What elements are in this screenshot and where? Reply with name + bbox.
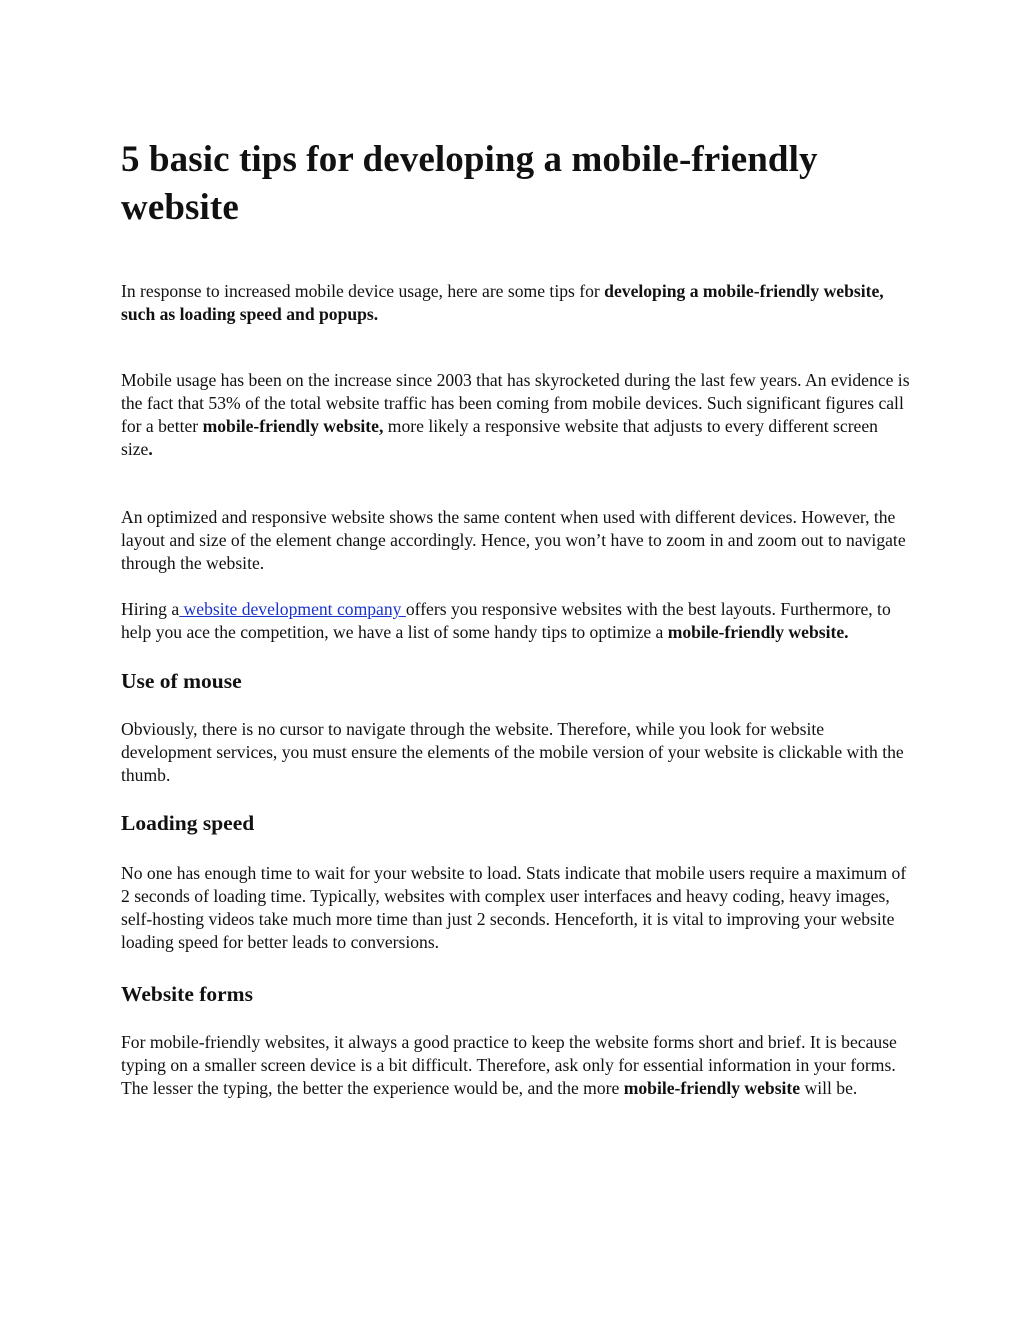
usage-end-text: . [148,439,153,459]
usage-bold-text: mobile-friendly website, [202,416,384,436]
website-development-company-link[interactable]: website development company [179,599,406,619]
section-heading-forms: Website forms [121,982,253,1006]
section-heading-loading: Loading speed [121,811,255,835]
forms-text: For mobile-friendly websites, it always a good practice to keep the website forms short and brief. It is because typing on a smaller screen device is a bit difficult. Therefore, ask only for essential information in your forms. The lesser the typing, the better the experience would be, and the more [121,1032,897,1098]
hiring-paragraph [121,598,911,644]
section-heading-mouse: Use of mouse [121,669,242,693]
forms-bold-text: mobile-friendly website [623,1078,801,1098]
usage-text: Mobile usage has been on the increase since 2003 that has skyrocketed during the last few years. An evidence is the fact that 53% of the total website traffic has been coming from mobile devices. Such significant figures call for a better [121,370,910,436]
optimized-paragraph: An optimized and responsive website shows the same content when used with different devices. However, the layout and size of the element change accordingly. Hence, you won’t have to zoom in and zoom out to navigate through the website. [121,507,906,573]
intro-text: In response to increased mobile device usage, here are some tips for [121,281,605,301]
hiring-tail-text: offers you responsive websites with the best layouts. Furthermore, to help you ace the competition, we have a list of some handy tips to optimize a [121,599,891,642]
usage-paragraph [121,369,911,461]
section-body-mouse: Obviously, there is no cursor to navigate through the website. Therefore, while you look for website development services, you must ensure the elements of the mobile version of your website is clickable with the thumb. [121,719,904,785]
usage-tail-text: more likely a responsive website that adjusts to every different screen size [121,416,878,459]
hiring-text: Hiring a [121,599,180,619]
forms-tail-text: will be. [800,1078,858,1098]
section-body-forms [121,1031,911,1100]
section-body-loading: No one has enough time to wait for your website to load. Stats indicate that mobile users require a maximum of 2 seconds of loading time. Typically, websites with complex user interfaces and heavy coding, heavy images, self-hosting videos take much more time than just 2 seconds. Henceforth, it is vital to improving your website loading speed for better leads to conversions. [121,863,907,952]
document-page [121,136,911,1100]
hiring-bold-text: mobile-friendly website. [667,622,849,642]
intro-paragraph [121,280,911,326]
page-title: 5 basic tips for developing a mobile-friendly website [121,139,818,228]
intro-bold-text: developing a mobile-friendly website, such as loading speed and popups. [121,281,884,324]
